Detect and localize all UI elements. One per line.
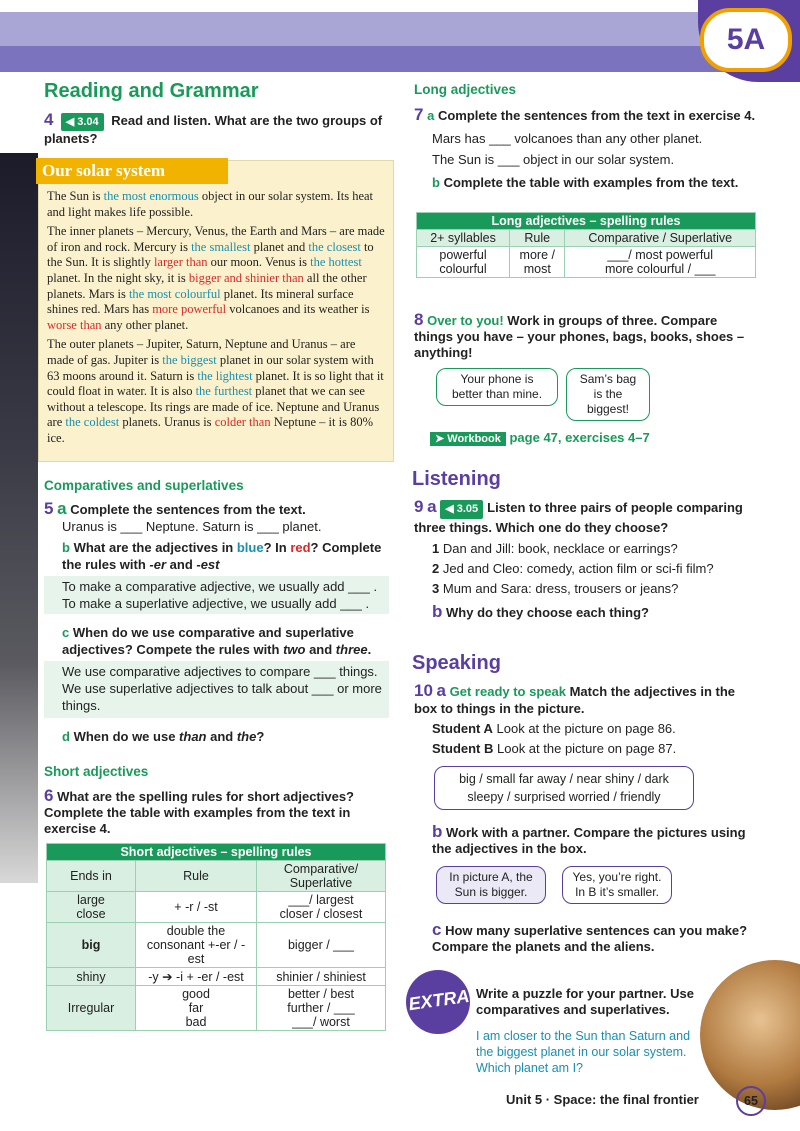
exercise-10b: b Work with a partner. Compare the pictures using the adjectives in the box.: [432, 822, 746, 856]
subheading-comparatives: Comparatives and superlatives: [44, 478, 244, 493]
section-title-listening: Listening: [412, 468, 501, 490]
space-image: [0, 153, 38, 883]
exercise-10c: c How many superlative sentences can you make? Compare the planets and the aliens.: [432, 920, 748, 954]
unit-label: 5A: [700, 8, 792, 72]
speech-bubble-picture-a: In picture A, the Sun is bigger.: [436, 866, 546, 904]
exercise-7: 7 a Complete the sentences from the text in exercise 4. Mars has ___ volcanoes than any other planet. The Sun is ___ object in our solar system. b Complete the table with examples from the text.: [414, 105, 756, 190]
header-band-dark: [0, 46, 800, 72]
short-adjectives-table: Short adjectives – spelling rules Ends in Rule Comparative/ Superlative large close + -r / -st ___/ largest closer / closest big double the consonant +-er / -est bigger / ___ shiny -y ➔ -i + -er / -est shinier / shiniest Irregular good far bad better / best further / ___ ___/ worst: [46, 843, 386, 1031]
audio-track-button[interactable]: ◀ 3.05: [440, 500, 483, 519]
speech-bubble-agree: Yes, you’re right. In B it’s smaller.: [562, 866, 672, 904]
exercise-5: 5 a Complete the sentences from the text. Uranus is ___ Neptune. Saturn is ___ planet. b What are the adjectives in blue? In red? Complete the rules with -er and -est To make a comparative adjective, we usually add ___ . To make a superlative adjective, we usually add ___ . c When do we use comparative and superlative adjectives? Compete the rules with two and three. We use comparative adjectives to compare ___ things. We use superlative adjectives to talk about ___ or more things. d When do we use than and the?: [44, 500, 389, 745]
exercise-8: 8 Over to you! Work in groups of three. Compare things you have – your phones, bags, books, shoes – anything!: [414, 310, 745, 360]
exercise-4: [44, 112, 389, 147]
extra-badge-label: EXTRA: [407, 985, 471, 1015]
subheading-long-adjectives: Long adjectives: [414, 82, 517, 97]
extra-task: Write a puzzle for your partner. Use comparatives and superlatives.: [476, 986, 694, 1017]
long-adjectives-table: Long adjectives – spelling rules 2+ syllables Rule Comparative / Superlative powerful colourful more / most ___/ most powerful more colourful / ___: [416, 212, 756, 278]
rule-superlative-use: We use superlative adjectives to talk about ___ or more things.: [62, 681, 382, 713]
exercise-5a-sentence: Uranus is ___ Neptune. Saturn is ___ planet.: [62, 519, 322, 534]
workbook-link[interactable]: ➤ Workbook: [430, 432, 506, 446]
rule-compare-use: We use comparative adjectives to compare ___ things.: [62, 664, 378, 679]
exercise-number: 4: [44, 110, 54, 129]
section-title-reading-grammar: Reading and Grammar: [44, 80, 259, 102]
paragraph-outer-planets: The outer planets – Jupiter, Saturn, Neptune and Uranus – are made of gas. Jupiter is the biggest planet in our solar system with 63 moons around it. Saturn is the lightest planet. It is so light that it could float in water. It is also the furthest planet that we can see without a telescope. Its rings are made of ice. Neptune and Uranus are the coldest planets. Uranus is colder than Neptune – it is 80% ice.: [47, 337, 384, 445]
list-item: 3 Mum and Sara: dress, trousers or jeans?: [432, 581, 679, 596]
workbook-ref: ➤ Workbook page 47, exercises 4–7: [430, 430, 650, 445]
list-item: 1 Dan and Jill: book, necklace or earrings?: [432, 541, 678, 556]
footer-unit: Unit 5 · Space: the final frontier: [506, 1092, 699, 1107]
exercise-9: 9 a ◀ 3.05 Listen to three pairs of people comparing three things. Which one do they choose? 1 Dan and Jill: book, necklace or earrings? 2 Jed and Cleo: comedy, action film or sci-fi film? 3 Mum and Sara: dress, trousers or jeans? b Why do they choose each thing?: [414, 498, 759, 621]
rule-superlative: To make a superlative adjective, we usually add ___ .: [62, 596, 370, 611]
exercise-6: 6 What are the spelling rules for short adjectives? Complete the table with examples from the text in exercise 4.: [44, 786, 354, 836]
audio-track-button[interactable]: ◀ 3.04: [61, 113, 104, 131]
speech-bubble-bag: Sam’s bag is the biggest!: [566, 368, 650, 421]
speech-bubble-phone: Your phone is better than mine.: [436, 368, 558, 406]
paragraph-inner-planets: The inner planets – Mercury, Venus, the Earth and Mars – are made of iron and rock. Mercury is the smallest planet and the closest to the Sun. It is slightly larger than our moon. Venus is the hottest planet. In the night sky, it is bigger and shinier than all the other planets. Mars is the most colourful planet. Its mineral surface shines red. Mars has more powerful volcanoes and its weather is worse than any other planet.: [47, 224, 385, 332]
exercise-10: 10 a Get ready to speak Match the adjectives in the box to things in the picture. Student A Look at the picture on page 86. Student B Look at the picture on page 87.: [414, 681, 736, 756]
paragraph-sun: The Sun is the most enormous object in our solar system. Its heat and light makes life possible.: [47, 189, 374, 219]
section-title-speaking: Speaking: [412, 652, 501, 674]
adjective-box: big / small far away / near shiny / dark sleepy / surprised worried / friendly: [434, 766, 694, 810]
reading-title: Our solar system: [36, 158, 228, 184]
extra-example: I am closer to the Sun than Saturn and the biggest planet in our solar system. Which planet am I?: [476, 1029, 691, 1075]
exercise-instruction: Read and listen. What are the two groups of planets?: [44, 113, 383, 146]
reading-text-box: [38, 160, 394, 462]
list-item: 2 Jed and Cleo: comedy, action film or sci-fi film?: [432, 561, 714, 576]
rule-comparative: To make a comparative adjective, we usually add ___ .: [62, 579, 378, 594]
subheading-short-adjectives: Short adjectives: [44, 764, 149, 779]
page-number: 65: [736, 1086, 766, 1116]
